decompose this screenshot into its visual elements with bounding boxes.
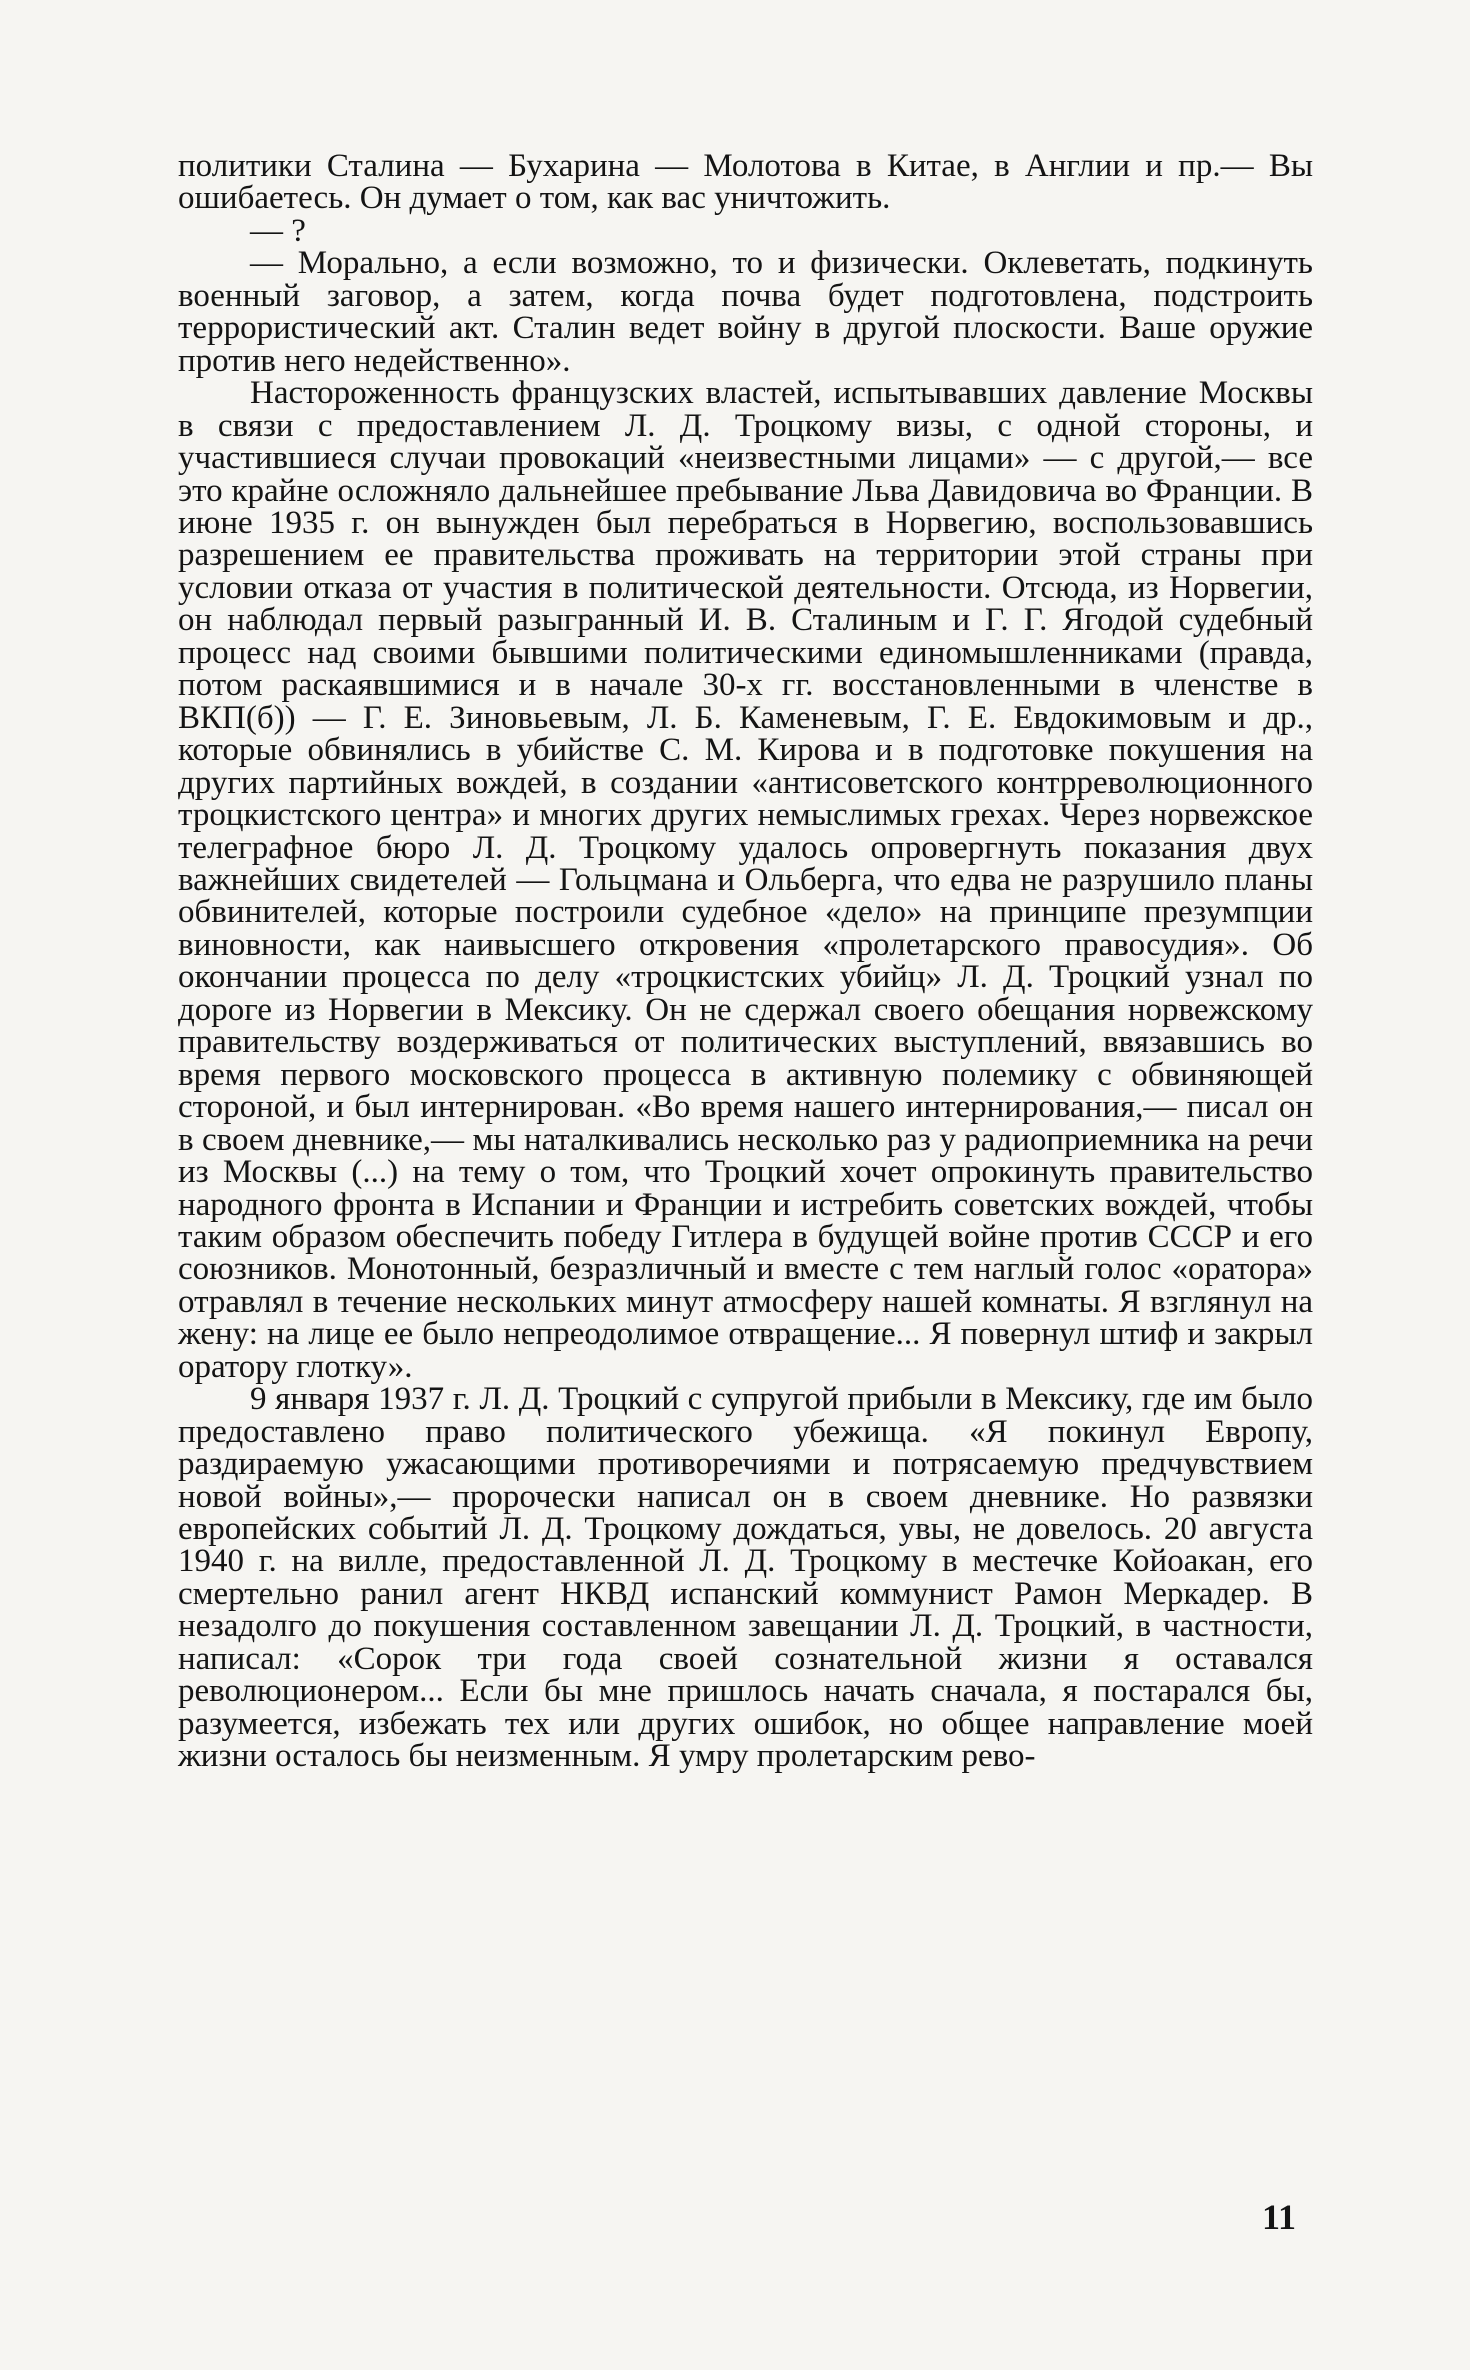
paragraph-3: — Морально, а если возможно, то и физически. Оклеветать, подкинуть военный заговор, а затем, когда почва будет подготовлена, подстроить террористический акт. Сталин ведет войну в другой плоскости. Ваше оружие против него недейственно».: [178, 245, 1313, 379]
paragraph-4: Настороженность французских властей, испытывавших давление Москвы в связи с предоставлением Л. Д. Троцкому визы, с одной стороны, и участившиеся случаи провокаций «неизвестными лицами» — с другой,— все это крайне осложняло дальнейшее пребывание Льва Давидовича во Франции. В июне 1935 г. он вынужден был перебраться в Норвегию, воспользовавшись разрешением ее правительства проживать на территории этой страны при условии отказа от участия в политической деятельности. Отсюда, из Норвегии, он наблюдал первый разыгранный И. В. Сталиным и Г. Г. Ягодой судебный процесс над своими бывшими политическими единомышленниками (правда, потом раскаявшимися и в начале 30-х гг. восстановленными в членстве в ВКП(б)) — Г. Е. Зиновьевым, Л. Б. Каменевым, Г. Е. Евдокимовым и др., которые обвинялись в убийстве С. М. Кирова и в подготовке покушения на других партийных вождей, в создании «антисоветского контрреволюционного троцкистского центра» и многих других немыслимых грехах. Через норвежское телеграфное бюро Л. Д. Троцкому удалось опровергнуть показания двух важнейших свидетелей — Гольцмана и Ольберга, что едва не разрушило планы обвинителей, которые построили судебное «дело» на принципе презумпции виновности, как наивысшего откровения «пролетарского правосудия». Об окончании процесса по делу «троцкистских убийц» Л. Д. Троцкий узнал по дороге из Норвегии в Мексику. Он не сдержал своего обещания норвежскому правительству воздерживаться от политических выступлений, ввязавшись во время первого московского процесса в активную полемику с обвиняющей стороной, и был интернирован. «Во время нашего интернирования,— писал он в своем дневнике,— мы наталкивались несколько раз у радиоприемника на речи из Москвы (...) на тему о том, что Троцкий хочет опрокинуть правительство народного фронта в Испании и Франции и истребить советских вождей, чтобы таким образом обеспечить победу Гитлера в будущей войне против СССР и его союзников. Монотонный, безразличный и вместе с тем наглый голос «оратора» отравлял в течение нескольких минут атмосферу нашей комнаты. Я взглянул на жену: на лице ее было непреодолимое отвращение... Я повернул штиф и закрыл оратору глотку».: [178, 375, 1313, 1385]
body-text: [178, 150, 1313, 1773]
paragraph-1: политики Сталина — Бухарина — Молотова в Китае, в Англии и пр.— Вы ошибаетесь. Он думает о том, как вас уничтожить.: [178, 148, 1313, 217]
paragraph-5: 9 января 1937 г. Л. Д. Троцкий с супругой прибыли в Мексику, где им было предоставлено право политического убежища. «Я покинул Европу, раздираемую ужасающими противоречиями и потрясаемую предчувствием новой войны»,— пророчески написал он в своем дневнике. Но развязки европейских событий Л. Д. Троцкому дождаться, увы, не довелось. 20 августа 1940 г. на вилле, предоставленной Л. Д. Троцкому в местечке Койоакан, его смертельно ранил агент НКВД испанский коммунист Рамон Меркадер. В незадолго до покушения составленном завещании Л. Д. Троцкий, в частности, написал: «Сорок три года своей сознательной жизни я оставался революционером... Если бы мне пришлось начать сначала, я постарался бы, разумеется, избежать тех или других ошибок, но общее направление моей жизни осталось бы неизменным. Я умру пролетарским рево-: [178, 1381, 1313, 1775]
paragraph-2: — ?: [250, 212, 306, 249]
page-number: 11: [1262, 2197, 1297, 2237]
